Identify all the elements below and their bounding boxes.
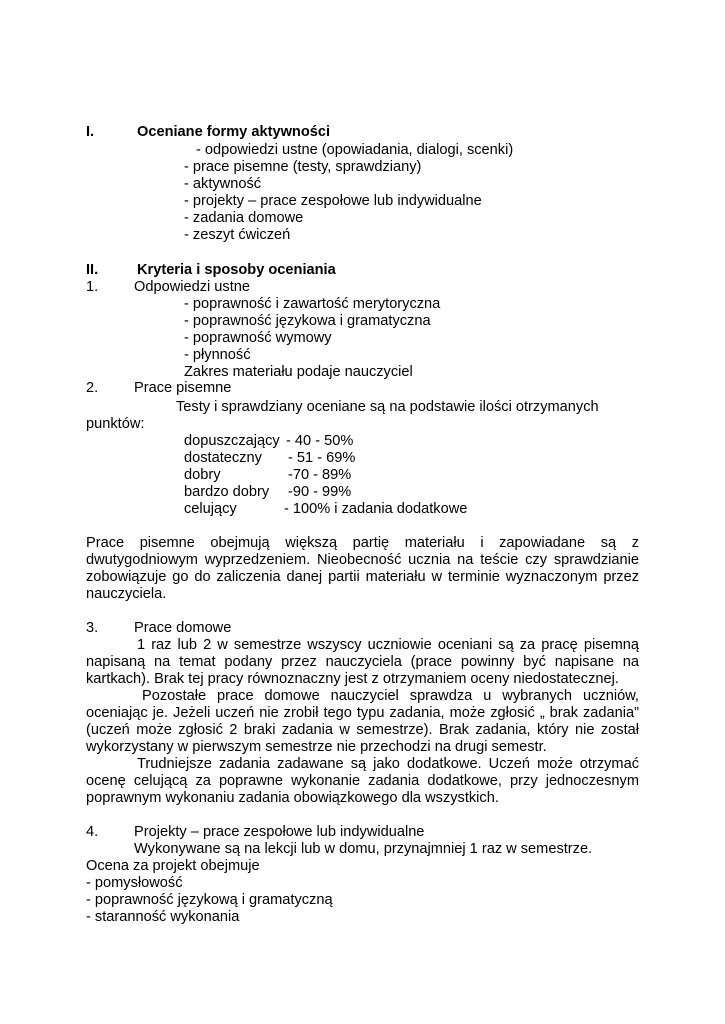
grade-name: dobry [184,467,221,483]
list-item: - poprawność językową i gramatyczną [86,892,333,908]
subsection-2-number: 2. [86,380,99,396]
list-item: - odpowiedzi ustne (opowiadania, dialogi, scenki) [196,142,514,158]
list-item: - aktywność [184,176,262,192]
grade-range: - 40 - 50% [286,433,354,449]
grade-name: dostateczny [184,450,262,466]
paragraph-line: napisaną na temat podany przez nauczyciela (prace powinny być napisane na [86,654,639,670]
paragraph-line: oceniając je. Jeżeli uczeń nie zrobił tego typu zadania, może zgłosić „ brak zadania” [86,705,639,721]
grade-range: -90 - 99% [288,484,352,500]
list-item: - staranność wykonania [86,909,240,925]
paragraph-line: dwutygodniowym wyprzedzeniem. Nieobecność ucznia na teście czy sprawdzianie [86,552,639,568]
list-item: - prace pisemne (testy, sprawdziany) [184,159,422,175]
subsection-1-title: Odpowiedzi ustne [134,279,251,295]
section-2-number: II. [86,262,99,278]
paragraph-line: (uczeń może zgłosić 2 braki zadania w semestrze). Brak zadania, który nie został [86,722,639,738]
list-item: - płynność [184,347,251,363]
grade-name: dopuszczający [184,433,280,449]
paragraph-line: nauczyciela. [86,586,167,602]
paragraph-line: wykorzystany w pierwszym semestrze nie przechodzi na drugi semestr. [86,739,547,755]
projects-line: Wykonywane są na lekcji lub w domu, przynajmniej 1 raz w semestrze. [134,841,593,857]
list-item: - poprawność wymowy [184,330,332,346]
subsection-2-title: Prace pisemne [134,380,232,396]
paragraph-line: zobowiązuje go do zaliczenia danej partii materiału w terminie wyznaczonym przez [86,569,639,585]
projects-line: Ocena za projekt obejmuje [86,858,260,874]
list-item: - poprawność i zawartość merytoryczna [184,296,441,312]
grade-range: - 51 - 69% [288,450,356,466]
paragraph-line: Prace pisemne obejmują większą partię materiału i zapowiadane są z [86,535,639,551]
grade-range: -70 - 89% [288,467,352,483]
subsection-4-title: Projekty – prace zespołowe lub indywidualne [134,824,425,840]
list-item: - zadania domowe [184,210,304,226]
list-item: - pomysłowość [86,875,183,891]
paragraph-line: Trudniejsze zadania zadawane są jako dodatkowe. Uczeń może otrzymać [137,756,639,772]
subsection-3-number: 3. [86,620,99,636]
subsection-3-title: Prace domowe [134,620,232,636]
grade-name: celujący [184,501,237,517]
paragraph-line: Pozostałe prace domowe nauczyciel sprawdza u wybranych uczniów, [142,688,639,704]
paragraph-line: 1 raz lub 2 w semestrze wszyscy uczniowie oceniani są za pracę pisemną [137,637,639,653]
section-1-title: Oceniane formy aktywności [137,124,331,140]
subsection-4-number: 4. [86,824,99,840]
written-intro-cont: punktów: [86,416,145,432]
grade-range: - 100% i zadania dodatkowe [284,501,468,517]
paragraph-line: kartkach). Brak tej pracy równoznaczny jest z otrzymaniem oceny niedostatecznej. [86,671,619,687]
section-1-number: I. [86,124,95,140]
grade-name: bardzo dobry [184,484,270,500]
written-intro: Testy i sprawdziany oceniane są na podstawie ilości otrzymanych [176,399,599,415]
list-item: - zeszyt ćwiczeń [184,227,291,243]
list-item: - poprawność językowa i gramatyczna [184,313,431,329]
list-item: - projekty – prace zespołowe lub indywidualne [184,193,482,209]
paragraph-line: poprawnym wykonaniu zadania obowiązkowego dla wszystkich. [86,790,499,806]
section-2-title: Kryteria i sposoby oceniania [137,262,336,278]
paragraph-line: ocenę celującą za poprawne wykonanie zadania dodatkowe, przy jednoczesnym [86,773,639,789]
subsection-1-number: 1. [86,279,99,295]
oral-note: Zakres materiału podaje nauczyciel [184,364,413,380]
